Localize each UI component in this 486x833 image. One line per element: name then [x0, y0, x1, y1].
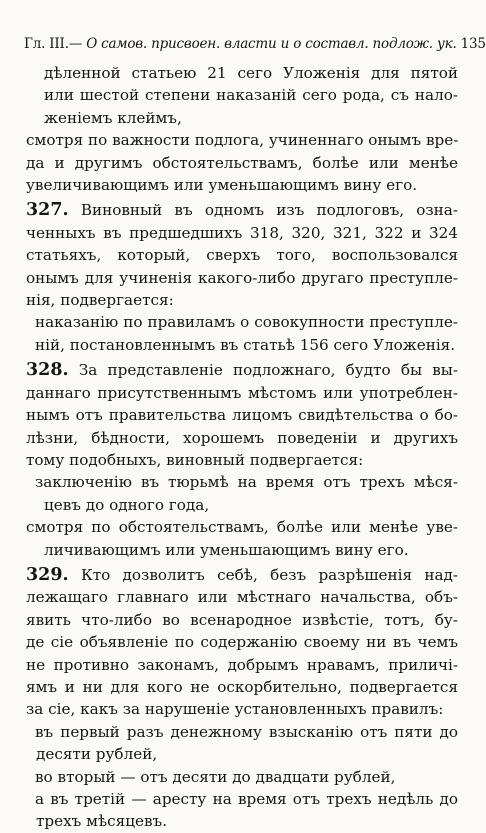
line-text: въ первый разъ денежному взысканію отъ пяти до — [35, 722, 458, 741]
line-text: даннаго присутственнымъ мѣстомъ или употреблен- — [26, 383, 458, 402]
text-line — [26, 586, 458, 608]
line-text: да и другимъ обстоятельствамъ, болѣе или менѣе — [26, 153, 458, 172]
text-line — [26, 721, 458, 743]
line-text: или шестой степени наказаній сего рода, съ нало- — [44, 86, 458, 105]
text-line — [26, 222, 458, 244]
line-text: онымъ для учиненія какого-либо другаго преступле- — [26, 268, 458, 287]
chapter-label: Гл. III.— — [24, 36, 83, 52]
text-line — [26, 516, 458, 538]
text-line — [26, 382, 458, 404]
text-line — [26, 152, 458, 174]
text-line — [26, 107, 458, 129]
article-start-line — [26, 359, 458, 381]
line-text: десяти рублей, — [36, 745, 158, 764]
text-line — [26, 449, 458, 471]
line-text: за сіе, какъ за нарушеніе установленныхъ правилъ: — [26, 700, 444, 719]
text-line — [26, 810, 458, 832]
text-line — [26, 129, 458, 151]
text-line — [26, 539, 458, 561]
line-text: смотря по важности подлога, учиненнаго онымъ вре- — [26, 131, 459, 150]
article-number: 329. — [26, 564, 69, 585]
running-header — [24, 36, 486, 52]
line-text: нія, подвергается: — [26, 291, 174, 310]
text-line — [26, 404, 458, 426]
text-line — [26, 676, 458, 698]
line-text: нымъ отъ правительства лицомъ свидѣтельства о бо- — [26, 406, 458, 425]
article-number: 327. — [26, 200, 69, 221]
text-line — [26, 788, 458, 810]
line-text: явить что-либо во всенародное извѣстіе, тотъ, бу- — [26, 610, 458, 629]
text-line — [26, 244, 458, 266]
text-line — [26, 743, 458, 765]
text-line — [26, 494, 458, 516]
line-text: тому подобныхъ, виновный подвергается: — [26, 450, 364, 469]
line-text: статьяхъ, который, сверхъ того, воспользовался — [26, 246, 458, 265]
article-start-line — [26, 199, 458, 221]
page-number: 135 — [460, 36, 486, 52]
line-text: лѣзни, бѣдности, хорошемъ поведеніи и другихъ — [26, 428, 458, 447]
text-line — [26, 766, 458, 788]
line-text: Кто дозволитъ себѣ, безъ разрѣшенія над- — [80, 565, 459, 584]
text-line — [26, 427, 458, 449]
text-line — [26, 289, 458, 311]
text-line — [26, 62, 458, 84]
text-line — [26, 654, 458, 676]
line-text: лежащаго главнаго или мѣстнаго начальства, объ- — [26, 588, 458, 607]
line-text: увеличивающимъ или уменьшающимъ вину его. — [26, 176, 418, 195]
line-text: женіемъ клеймъ, — [44, 108, 182, 127]
line-text: дѣленной статьею 21 сего Уложенія для пятой — [44, 64, 458, 82]
text-line — [26, 174, 458, 196]
text-line — [26, 698, 458, 720]
line-text: ченныхъ въ предшедшихъ 318, 320, 321, 322 и 324 — [26, 223, 458, 242]
line-text: ній, постановленнымъ въ статьѣ 156 сего Уложенія. — [35, 335, 456, 354]
line-text: Виновный въ одномъ изъ подлоговъ, озна- — [80, 201, 458, 220]
page-body — [26, 62, 458, 833]
text-line — [26, 311, 458, 333]
line-text: заключенію въ тюрьмѣ на время отъ трехъ мѣся- — [35, 473, 458, 492]
line-text: ямъ и ни для кого не оскорбительно, подвергается — [26, 677, 458, 696]
line-text: трехъ мѣсяцевъ. — [36, 812, 168, 831]
text-line — [26, 334, 458, 356]
line-text: личивающимъ или уменьшающимъ вину его. — [44, 540, 409, 559]
text-line — [26, 267, 458, 289]
text-line — [26, 471, 458, 493]
line-text: де сіе объявленіе по содержанію своему ни въ чемъ — [26, 633, 458, 652]
line-text: во вторый — отъ десяти до двадцати рублей, — [35, 767, 396, 786]
article-number: 328. — [26, 360, 69, 381]
line-text: За представленіе подложнаго, будто бы вы- — [78, 361, 459, 380]
text-line — [26, 84, 458, 106]
line-text: не противно законамъ, добрымъ нравамъ, приличі- — [26, 655, 458, 674]
article-start-line — [26, 564, 458, 586]
line-text: цевъ до одного года, — [44, 495, 210, 514]
line-text: а въ третій — аресту на время отъ трехъ недѣль до — [35, 790, 458, 808]
text-line — [26, 609, 458, 631]
line-text: смотря по обстоятельствамъ, болѣе или менѣе уве- — [26, 518, 458, 537]
line-text: наказанію по правиламъ о совокупности преступле- — [35, 313, 458, 332]
chapter-title: О самов. присвоен. власти и о составл. подлож. ук. — [86, 36, 457, 52]
text-line — [26, 631, 458, 653]
